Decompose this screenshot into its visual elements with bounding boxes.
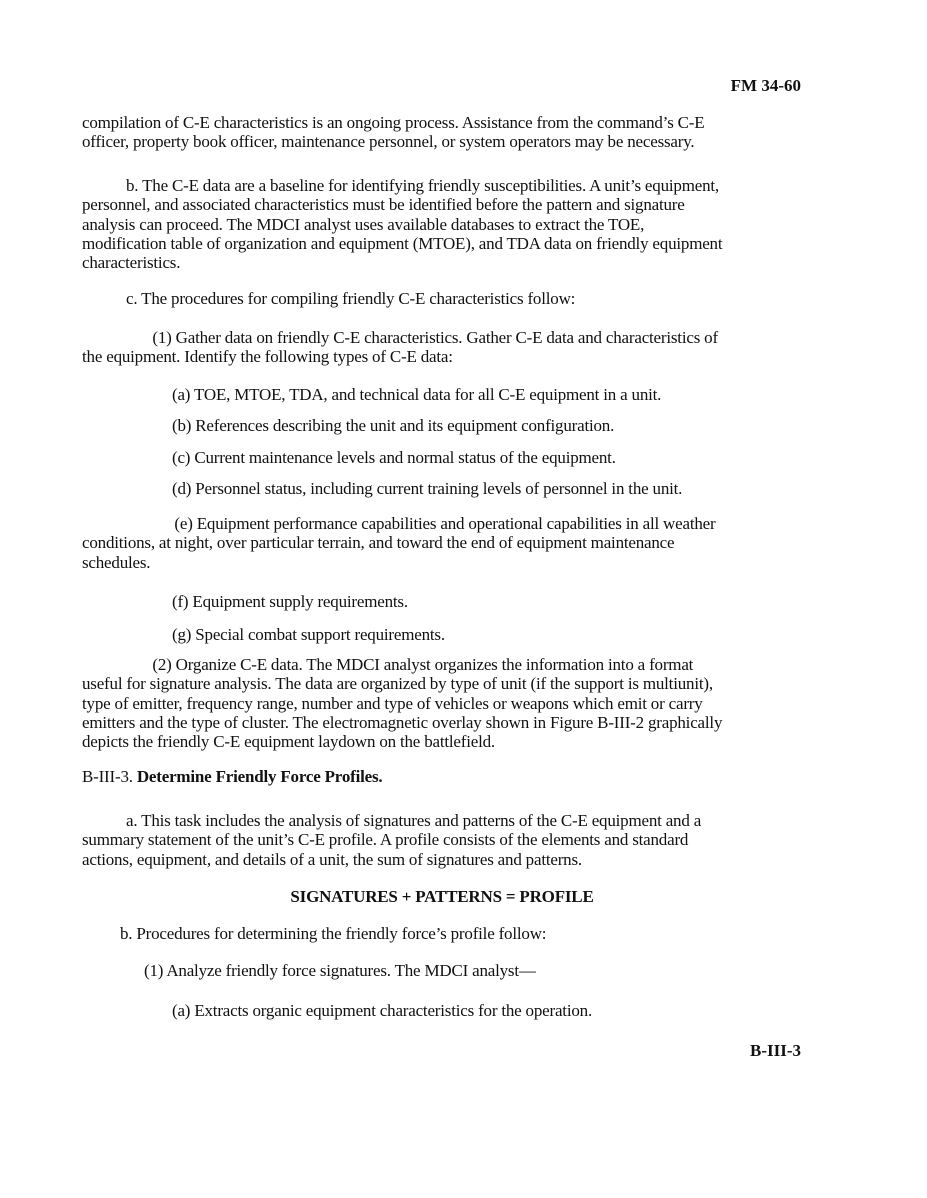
list-item-a	[172, 385, 892, 404]
text-line: (b) References describing the unit and its equipment configuration.	[172, 416, 615, 435]
list-item-d	[172, 479, 892, 498]
paragraph-c	[82, 289, 802, 308]
formula: SIGNATURES + PATTERNS = PROFILE	[290, 887, 594, 906]
text-line: schedules.	[82, 552, 151, 572]
text-line: (d) Personnel status, including current training levels of personnel in the unit.	[172, 479, 683, 498]
list-item-b	[172, 416, 892, 435]
text-line: (g) Special combat support requirements.	[172, 625, 445, 644]
section-number: B-III-3.	[82, 767, 137, 786]
section-heading	[82, 767, 802, 786]
text-line: compilation of C-E characteristics is an ongoing process. Assistance from the command’s C-E	[82, 113, 705, 132]
text-line: officer, property book officer, maintenance personnel, or system operators may be necessary.	[82, 132, 695, 152]
paragraph-a	[82, 811, 802, 869]
list-item-e	[82, 514, 802, 572]
text-line: (1) Gather data on friendly C-E characteristics. Gather C-E data and characteristics of	[152, 328, 718, 347]
text-line: (f) Equipment supply requirements.	[172, 592, 408, 611]
paragraph-b	[82, 176, 802, 272]
list-item-f	[172, 592, 892, 611]
list-item-g	[172, 625, 892, 644]
section-title: Determine Friendly Force Profiles.	[136, 767, 383, 786]
text-line: modification table of organization and equipment (MTOE), and TDA data on friendly equipment	[82, 233, 723, 253]
paragraph	[82, 113, 802, 152]
text-line: personnel, and associated characteristics must be identified before the pattern and signature	[82, 195, 685, 215]
list-item-c	[172, 448, 892, 467]
paragraph-b2: b. Procedures for determining the friendly force’s profile follow:	[120, 924, 547, 943]
text-line: (c) Current maintenance levels and normal status of the equipment.	[172, 448, 616, 467]
text-line: c. The procedures for compiling friendly C-E characteristics follow:	[126, 289, 576, 308]
paragraph-b2-1a: (a) Extracts organic equipment characteristics for the operation.	[172, 1001, 593, 1020]
page-header: FM 34-60	[730, 76, 801, 95]
text-line: (e) Equipment performance capabilities and operational capabilities in all weather	[174, 514, 716, 533]
text-line: depicts the friendly C-E equipment laydown on the battlefield.	[82, 732, 495, 752]
text-line: a. This task includes the analysis of signatures and patterns of the C-E equipment and a	[126, 811, 702, 830]
paragraph-b2-1: (1) Analyze friendly force signatures. The MDCI analyst—	[144, 961, 536, 980]
text-line: (a) TOE, MTOE, TDA, and technical data for all C-E equipment in a unit.	[172, 385, 662, 404]
text-line: emitters and the type of cluster. The electromagnetic overlay shown in Figure B-III-2 graphically	[82, 712, 723, 732]
text-line: summary statement of the unit’s C-E profile. A profile consists of the elements and standard	[82, 830, 689, 850]
text-line: analysis can proceed. The MDCI analyst uses available databases to extract the TOE,	[82, 214, 645, 234]
paragraph-c2	[82, 655, 802, 751]
text-line: the equipment. Identify the following types of C-E data:	[82, 347, 453, 367]
text-line: useful for signature analysis. The data are organized by type of unit (if the support is multiunit),	[82, 674, 713, 694]
text-line: (2) Organize C-E data. The MDCI analyst organizes the information into a format	[152, 655, 694, 674]
text-line: type of emitter, frequency range, number and type of vehicles or weapons which emit or carry	[82, 693, 703, 713]
text-line: b. The C-E data are a baseline for identifying friendly susceptibilities. A unit’s equipment,	[126, 176, 719, 195]
text-line: characteristics.	[82, 253, 181, 273]
page-footer: B-III-3	[749, 1041, 801, 1060]
paragraph-c1	[82, 328, 802, 367]
text-line: actions, equipment, and details of a unit, the sum of signatures and patterns.	[82, 849, 582, 869]
text-line: conditions, at night, over particular terrain, and toward the end of equipment maintenance	[82, 533, 675, 553]
